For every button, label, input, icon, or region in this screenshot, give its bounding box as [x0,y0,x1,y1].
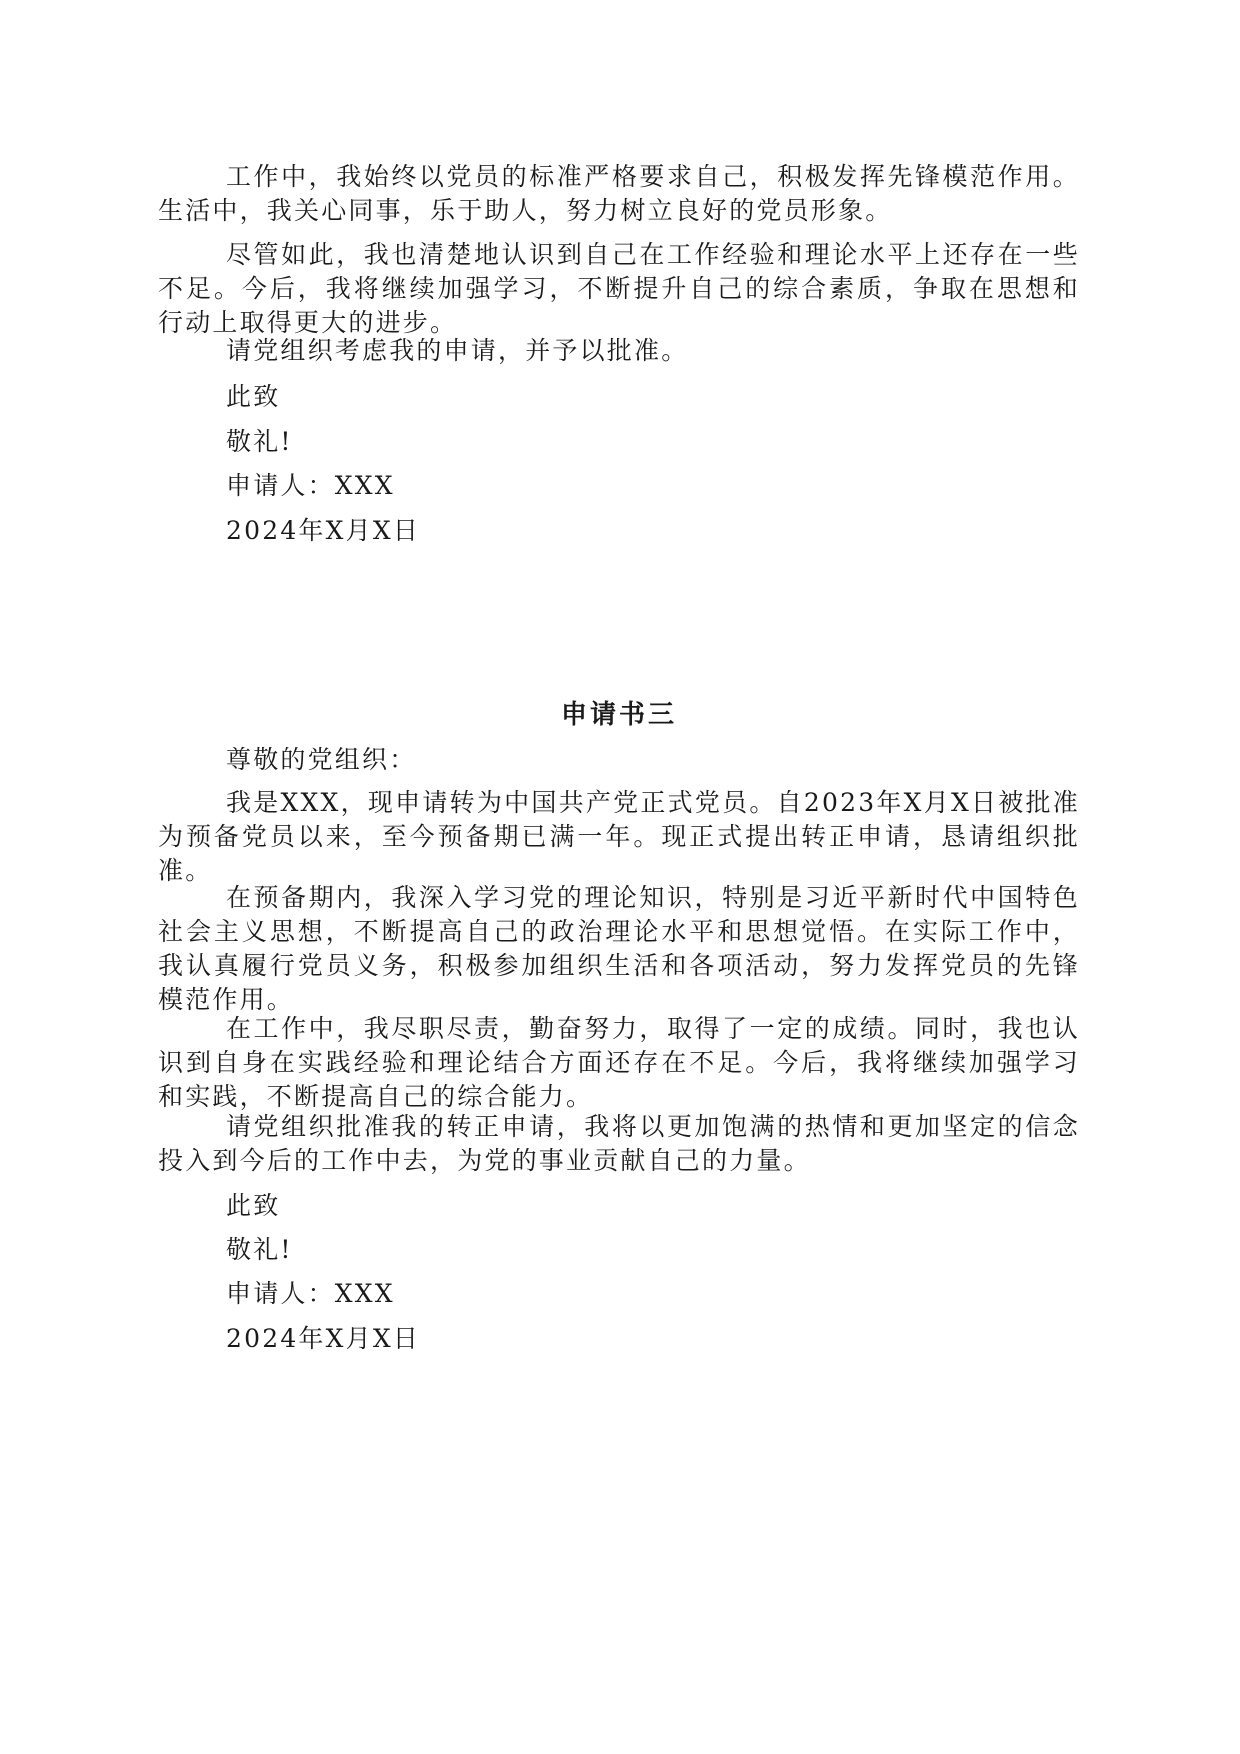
body-paragraph: 请党组织考虑我的申请，并予以批准。 [226,336,689,365]
applicant-signature: 申请人：XXX [226,471,395,500]
applicant-signature: 申请人：XXX [226,1279,395,1308]
greeting-text: 尊敬的党组织： [226,745,417,774]
date-text: 2024年X月X日 [226,516,421,545]
body-paragraph: 工作中，我始终以党员的标准严格要求自己，积极发挥先锋模范作用。生活中，我关心同事，乐于助人，努力树立良好的党员形象。 [158,162,1080,225]
section-title: 申请书三 [560,700,677,730]
date-text: 2024年X月X日 [226,1324,421,1353]
closing-text: 此致 [226,1191,281,1220]
salute-text: 敬礼! [226,1235,293,1264]
closing-text: 此致 [226,382,281,411]
body-paragraph: 请党组织批准我的转正申请，我将以更加饱满的热情和更加坚定的信念投入到今后的工作中去，为党的事业贡献自己的力量。 [158,1112,1080,1175]
salute-text: 敬礼! [226,427,293,456]
document-page [158,0,1080,1754]
body-paragraph: 我是XXX，现申请转为中国共产党正式党员。自2023年X月X日被批准为预备党员以来，至今预备期已满一年。现正式提出转正申请，恳请组织批准。 [158,788,1080,885]
body-paragraph: 在工作中，我尽职尽责，勤奋努力，取得了一定的成绩。同时，我也认识到自身在实践经验和理论结合方面还存在不足。今后，我将继续加强学习和实践，不断提高自己的综合能力。 [158,1014,1080,1111]
body-paragraph: 尽管如此，我也清楚地认识到自己在工作经验和理论水平上还存在一些不足。今后，我将继续加强学习，不断提升自己的综合素质，争取在思想和行动上取得更大的进步。 [158,240,1080,337]
body-paragraph: 在预备期内，我深入学习党的理论知识，特别是习近平新时代中国特色社会主义思想，不断提高自己的政治理论水平和思想觉悟。在实际工作中，我认真履行党员义务，积极参加组织生活和各项活动，努力发挥党员的先锋模范作用。 [158,883,1080,1014]
